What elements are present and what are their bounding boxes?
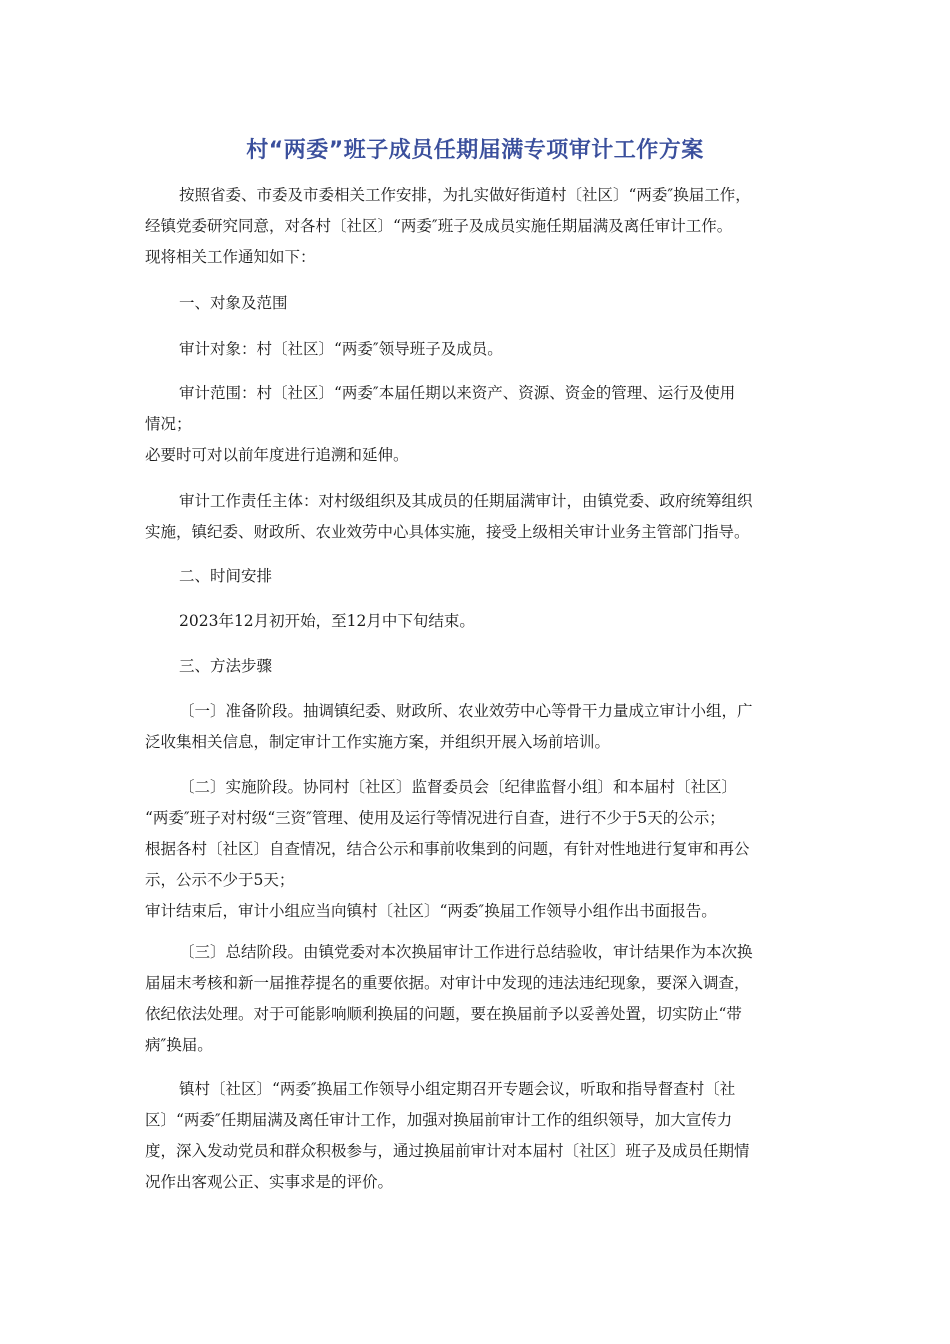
- text-line: 审计对象：村〔社区〕“两委″领导班子及成员。: [179, 340, 503, 358]
- text-line: “两委″班子对村级“三资″管理、使用及运行等情况进行自查，进行不少于5天的公示；: [145, 809, 725, 827]
- text-line: 实施，镇纪委、财政所、农业效劳中心具体实施，接受上级相关审计业务主管部门指导。: [145, 523, 750, 541]
- text-line: 必要时可对以前年度进行追溯和延伸。: [145, 446, 409, 464]
- document-title: 村“两委”班子成员任期届满专项审计工作方案: [246, 138, 704, 163]
- text-line: 况作出客观公正、实事求是的评价。: [145, 1173, 394, 1191]
- intro-paragraph: [145, 180, 805, 273]
- text-line: 〔二〕实施阶段。协同村〔社区〕监督委员会〔纪律监督小组〕和本届村〔社区〕: [179, 778, 738, 796]
- text-line: 镇村〔社区〕“两委″换届工作领导小组定期召开专题会议，听取和指导督查村〔社: [179, 1080, 736, 1098]
- step-summary-paragraph: [145, 937, 805, 1061]
- text-line: 2023年12月初开始，至12月中下旬结束。: [179, 612, 475, 630]
- text-line: 一、对象及范围: [179, 294, 288, 312]
- audit-responsibility-paragraph: [145, 486, 805, 548]
- text-line: 三、方法步骤: [179, 657, 273, 675]
- text-line: 情况；: [145, 415, 192, 433]
- text-line: 泛收集相关信息，制定审计工作实施方案，并组织开展入场前培训。: [145, 733, 611, 751]
- text-line: 二、时间安排: [179, 567, 273, 585]
- text-line: 按照省委、市委及市委相关工作安排，为扎实做好街道村〔社区〕“两委″换届工作，: [179, 186, 751, 204]
- step-prepare-paragraph: [145, 696, 805, 758]
- text-line: 届届末考核和新一届推荐提名的重要依据。对审计中发现的违法违纪现象，要深入调查，: [145, 974, 750, 992]
- audit-object-paragraph: [145, 334, 805, 365]
- text-line: 度，深入发动党员和群众积极参与，通过换届前审计对本届村〔社区〕班子及成员任期情: [145, 1142, 750, 1160]
- step-implement-paragraph: [145, 772, 805, 927]
- text-line: 现将相关工作通知如下：: [145, 248, 316, 266]
- section-heading-schedule: [145, 561, 805, 592]
- text-line: 依纪依法处理。对于可能影响顺利换届的问题，要在换届前予以妥善处置，切实防止“带: [145, 1005, 742, 1023]
- section-heading-steps: [145, 651, 805, 682]
- leadership-paragraph: [145, 1074, 805, 1198]
- text-line: 审计结束后，审计小组应当向镇村〔社区〕“两委″换届工作领导小组作出书面报告。: [145, 902, 717, 920]
- text-line: 审计范围：村〔社区〕“两委″本届任期以来资产、资源、资金的管理、运行及使用: [179, 384, 736, 402]
- text-line: 示，公示不少于5天；: [145, 871, 295, 889]
- text-line: 经镇党委研究同意，对各村〔社区〕“两委″班子及成员实施任期届满及离任审计工作。: [145, 217, 733, 235]
- text-line: 〔一〕准备阶段。抽调镇纪委、财政所、农业效劳中心等骨干力量成立审计小组，广: [179, 702, 753, 720]
- text-line: 审计工作责任主体：对村级组织及其成员的任期届满审计，由镇党委、政府统筹组织: [179, 492, 753, 510]
- text-line: 病″换届。: [145, 1036, 213, 1054]
- audit-scope-paragraph: [145, 378, 805, 471]
- text-line: 区〕“两委″任期届满及离任审计工作，加强对换届前审计工作的组织领导，加大宣传力: [145, 1111, 733, 1129]
- section-heading-scope: [145, 288, 805, 319]
- text-line: 〔三〕总结阶段。由镇党委对本次换届审计工作进行总结验收，审计结果作为本次换: [179, 943, 753, 961]
- schedule-paragraph: [145, 606, 805, 637]
- text-line: 根据各村〔社区〕自查情况，结合公示和事前收集到的问题，有针对性地进行复审和再公: [145, 840, 750, 858]
